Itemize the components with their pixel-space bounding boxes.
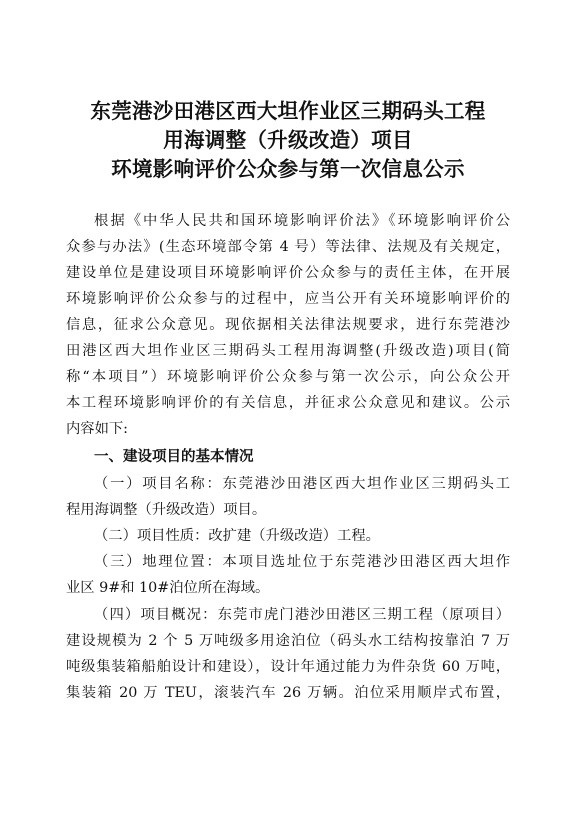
intro-line-9: 内容如下: (66, 421, 129, 437)
item4-line-4: 集装箱 20 万 TEU，滚装汽车 26 万辆。泊位采用顺岸式布置， (66, 685, 510, 701)
title-line-2: 用海调整（升级改造）项目 (163, 128, 413, 152)
intro-line-8: 本工程环境影响评价的有关信息，并征求公众意见和建议。公示 (66, 395, 510, 411)
intro-line-1: 根据《中华人民共和国环境影响评价法》《环境影响评价公 (94, 213, 510, 229)
item3-line-2: 业区 9#和 10#泊位所在海域。 (66, 580, 270, 596)
item4-line-2: 建设规模为 2 个 5 万吨级多用途泊位（码头水工结构按靠泊 7 万 (66, 633, 510, 649)
item1-line-1: （一）项目名称：东莞港沙田港区西大坦作业区三期码头工 (94, 476, 510, 492)
intro-line-5: 信息，征求公众意见。现依据相关法律法规要求，进行东莞港沙 (66, 317, 510, 333)
intro-line-3: 建设单位是建设项目环境影响评价公众参与的责任主体，在开展 (66, 265, 510, 281)
item3-line-1: （三）地理位置：本项目选址位于东莞港沙田港区西大坦作 (94, 554, 510, 570)
intro-line-4: 环境影响评价公众参与的过程中，应当公开有关环境影响评价的 (66, 291, 510, 307)
item4-line-1: （四）项目概况：东莞市虎门港沙田港区三期工程（原项目） (94, 607, 510, 623)
item2-line-1: （二）项目性质：改扩建（升级改造）工程。 (94, 528, 380, 544)
intro-line-7: 称“本项目”）环境影响评价公众参与第一次公示，向公众公开 (66, 369, 510, 385)
item1-line-2: 程用海调整（升级改造）项目。 (66, 502, 267, 518)
section-heading-basic-info: 一、建设项目的基本情况 (94, 449, 254, 465)
intro-line-6: 田港区西大坦作业区三期码头工程用海调整(升级改造)项目(简 (66, 343, 510, 359)
intro-line-2: 众参与办法》(生态环境部令第 4 号）等法律、法规及有关规定， (66, 239, 510, 255)
title-line-3: 环境影响评价公众参与第一次信息公示 (111, 157, 465, 181)
title-line-1: 东莞港沙田港区西大坦作业区三期码头工程 (90, 99, 486, 123)
item4-line-3: 吨级集装箱船舶设计和建设），设计年通过能力为件杂货 60 万吨， (66, 659, 510, 675)
